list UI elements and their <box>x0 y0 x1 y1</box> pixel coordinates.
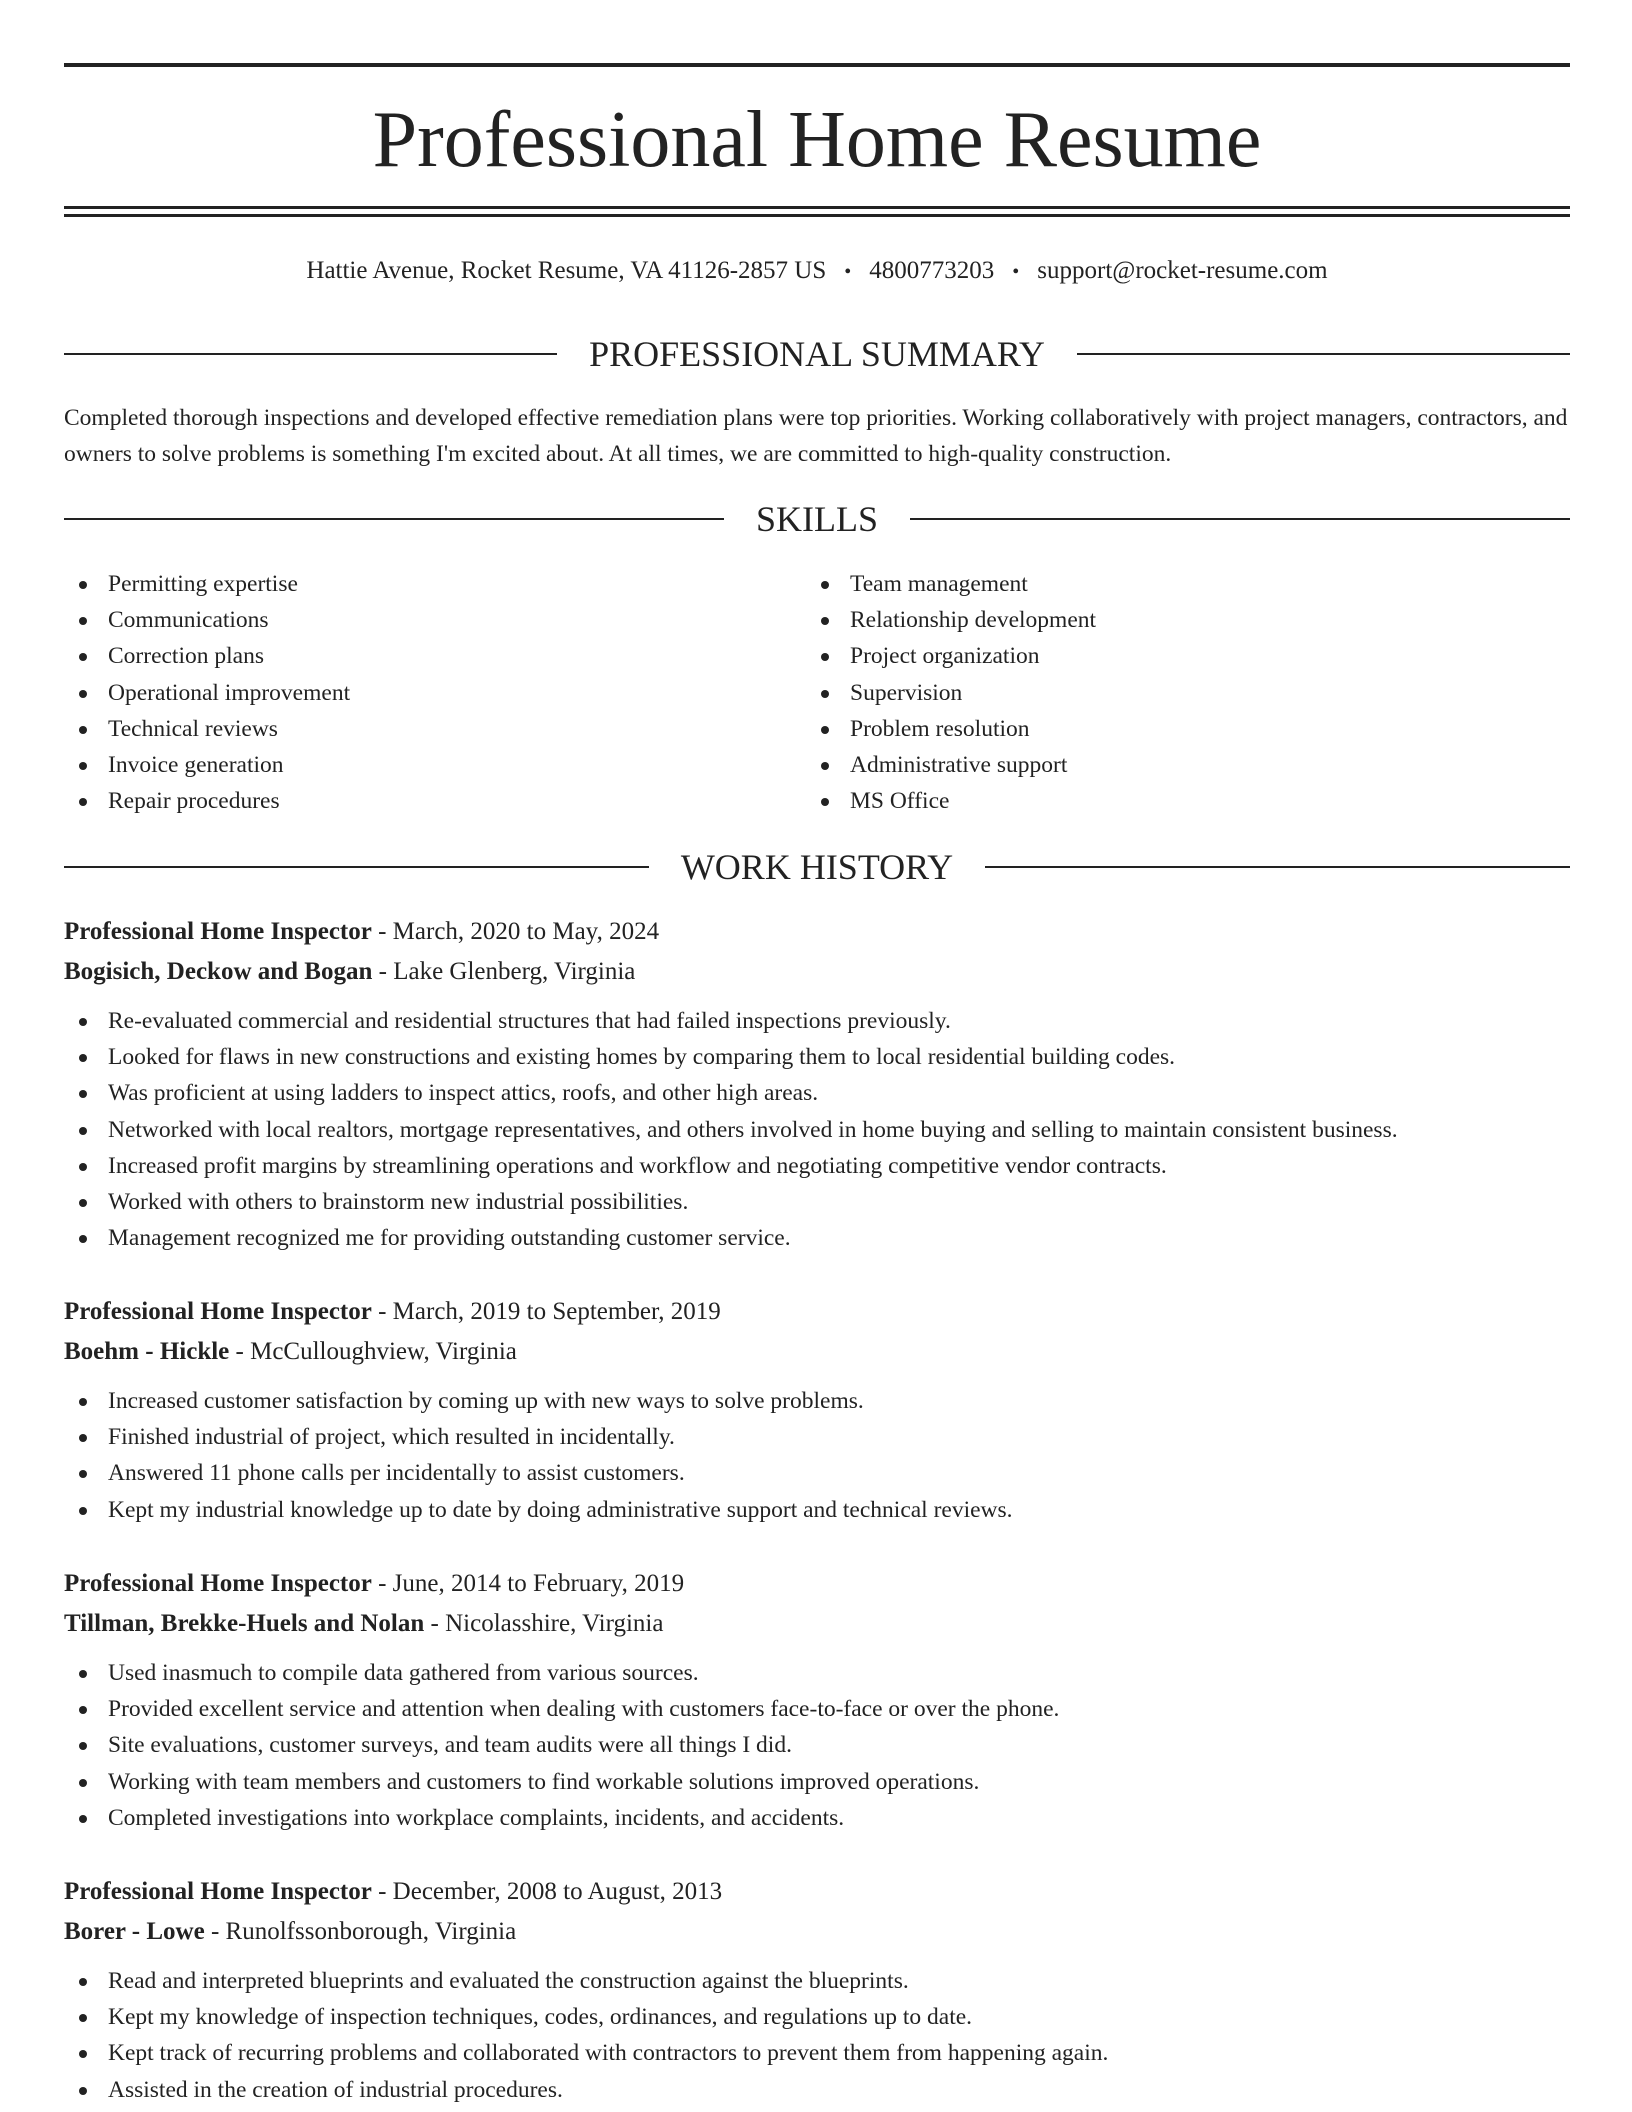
job-duties <box>64 1655 1570 1836</box>
job-duty: Finished industrial of project, which resulted in incidentally. <box>64 1419 1570 1455</box>
job-location: - Nicolasshire, Virginia <box>424 1610 664 1637</box>
resume-title: Professional Home Resume <box>372 96 1262 184</box>
heading-rule-right <box>985 866 1570 868</box>
skills-list-right <box>806 566 1526 819</box>
job-duties <box>64 1383 1570 1528</box>
contact-phone: 4800773203 <box>869 257 995 284</box>
job-duty: Used inasmuch to compile data gathered from various sources. <box>64 1655 1570 1691</box>
job-duty: Increased customer satisfaction by coming up with new ways to solve problems. <box>64 1383 1570 1419</box>
skill-item: Relationship development <box>806 602 1526 638</box>
job-dates: - March, 2020 to May, 2024 <box>371 918 660 945</box>
job-dates: - December, 2008 to August, 2013 <box>371 1878 723 1905</box>
job-duty: Management recognized me for providing outstanding customer service. <box>64 1220 1570 1256</box>
job-dates: - June, 2014 to February, 2019 <box>371 1570 685 1597</box>
job-duty: Increased profit margins by streamlining operations and workflow and negotiating competitive vendor contracts. <box>64 1148 1570 1184</box>
skill-item: Team management <box>806 566 1526 602</box>
heading-rule-left <box>64 518 724 520</box>
header-rule-lower <box>64 214 1570 217</box>
contact-line <box>64 254 1570 289</box>
job-entry <box>64 913 1570 1256</box>
skill-item: Project organization <box>806 638 1526 674</box>
job-location: - McCulloughview, Virginia <box>229 1338 517 1365</box>
skill-item: Administrative support <box>806 747 1526 783</box>
job-duties <box>64 1003 1570 1256</box>
job-title: Professional Home Inspector <box>64 1298 372 1325</box>
job-duty: Worked with others to brainstorm new industrial possibilities. <box>64 1184 1570 1220</box>
job-entry <box>64 1873 1570 2108</box>
job-location: - Lake Glenberg, Virginia <box>372 958 636 985</box>
job-title: Professional Home Inspector <box>64 1570 372 1597</box>
job-duty: Networked with local realtors, mortgage representatives, and others involved in home buying and selling to maintain consistent business. <box>64 1112 1570 1148</box>
contact-separator: • <box>844 261 852 283</box>
skill-item: MS Office <box>806 783 1526 819</box>
skill-item: Permitting expertise <box>64 566 784 602</box>
job-company: Boehm - Hickle <box>64 1338 230 1365</box>
job-duty: Re-evaluated commercial and residential structures that had failed inspections previously. <box>64 1003 1570 1039</box>
contact-address: Hattie Avenue, Rocket Resume, VA 41126-2857 US <box>306 257 827 284</box>
job-duty: Was proficient at using ladders to inspect attics, roofs, and other high areas. <box>64 1075 1570 1111</box>
skill-item: Communications <box>64 602 784 638</box>
skill-item: Technical reviews <box>64 711 784 747</box>
job-duty: Site evaluations, customer surveys, and team audits were all things I did. <box>64 1727 1570 1763</box>
section-heading-label: SKILLS <box>756 499 879 539</box>
job-title-line <box>64 1565 1570 1605</box>
job-duty: Read and interpreted blueprints and evaluated the construction against the blueprints. <box>64 1963 1570 1999</box>
skill-item: Supervision <box>806 675 1526 711</box>
heading-rule-left <box>64 353 557 355</box>
job-duty: Answered 11 phone calls per incidentally to assist customers. <box>64 1455 1570 1491</box>
job-duty: Assisted in the creation of industrial procedures. <box>64 2072 1570 2108</box>
heading-rule-left <box>64 866 649 868</box>
section-heading-summary <box>64 332 1570 376</box>
job-company-line <box>64 1333 1570 1371</box>
header-top-rule <box>64 63 1570 67</box>
job-duty: Provided excellent service and attention when dealing with customers face-to-face or over the phone. <box>64 1691 1570 1727</box>
job-duty: Kept my industrial knowledge up to date by doing administrative support and technical reviews. <box>64 1492 1570 1528</box>
job-company-line <box>64 1605 1570 1643</box>
job-entry <box>64 1293 1570 1528</box>
skill-item: Operational improvement <box>64 675 784 711</box>
summary-text: Completed thorough inspections and developed effective remediation plans were top priorities. Working collaboratively with project managers, contractors, and owners to solve problems is something I'm excited about. At all times, we are committed to high-quality construction. <box>64 405 1568 467</box>
job-location: - Runolfssonborough, Virginia <box>204 1918 517 1945</box>
job-duty: Kept track of recurring problems and collaborated with contractors to prevent them from happening again. <box>64 2035 1570 2071</box>
skills-list-left <box>64 566 784 819</box>
job-company: Bogisich, Deckow and Bogan <box>64 958 373 985</box>
skill-item: Problem resolution <box>806 711 1526 747</box>
job-company-line <box>64 953 1570 991</box>
job-duties <box>64 1963 1570 2108</box>
section-heading-skills <box>64 497 1570 541</box>
job-company: Tillman, Brekke-Huels and Nolan <box>64 1610 425 1637</box>
job-duty: Working with team members and customers to find workable solutions improved operations. <box>64 1764 1570 1800</box>
job-entry <box>64 1565 1570 1836</box>
contact-separator: • <box>1012 261 1020 283</box>
job-company-line <box>64 1913 1570 1951</box>
contact-email: support@rocket-resume.com <box>1037 257 1328 284</box>
job-title-line <box>64 1293 1570 1333</box>
skill-item: Correction plans <box>64 638 784 674</box>
skill-item: Repair procedures <box>64 783 784 819</box>
heading-rule-right <box>1077 353 1570 355</box>
job-company: Borer - Lowe <box>64 1918 205 1945</box>
section-heading-work-history <box>64 845 1570 889</box>
skill-item: Invoice generation <box>64 747 784 783</box>
section-heading-label: WORK HISTORY <box>680 847 954 887</box>
job-dates: - March, 2019 to September, 2019 <box>371 1298 721 1325</box>
job-title: Professional Home Inspector <box>64 1878 372 1905</box>
job-duty: Kept my knowledge of inspection techniques, codes, ordinances, and regulations up to date. <box>64 1999 1570 2035</box>
job-title-line <box>64 913 1570 953</box>
job-title: Professional Home Inspector <box>64 918 372 945</box>
job-duty: Looked for flaws in new constructions and existing homes by comparing them to local residential building codes. <box>64 1039 1570 1075</box>
header-rule-upper <box>64 206 1570 209</box>
job-duty: Completed investigations into workplace complaints, incidents, and accidents. <box>64 1800 1570 1836</box>
section-heading-label: PROFESSIONAL SUMMARY <box>589 334 1045 374</box>
heading-rule-right <box>910 518 1570 520</box>
job-title-line <box>64 1873 1570 1913</box>
